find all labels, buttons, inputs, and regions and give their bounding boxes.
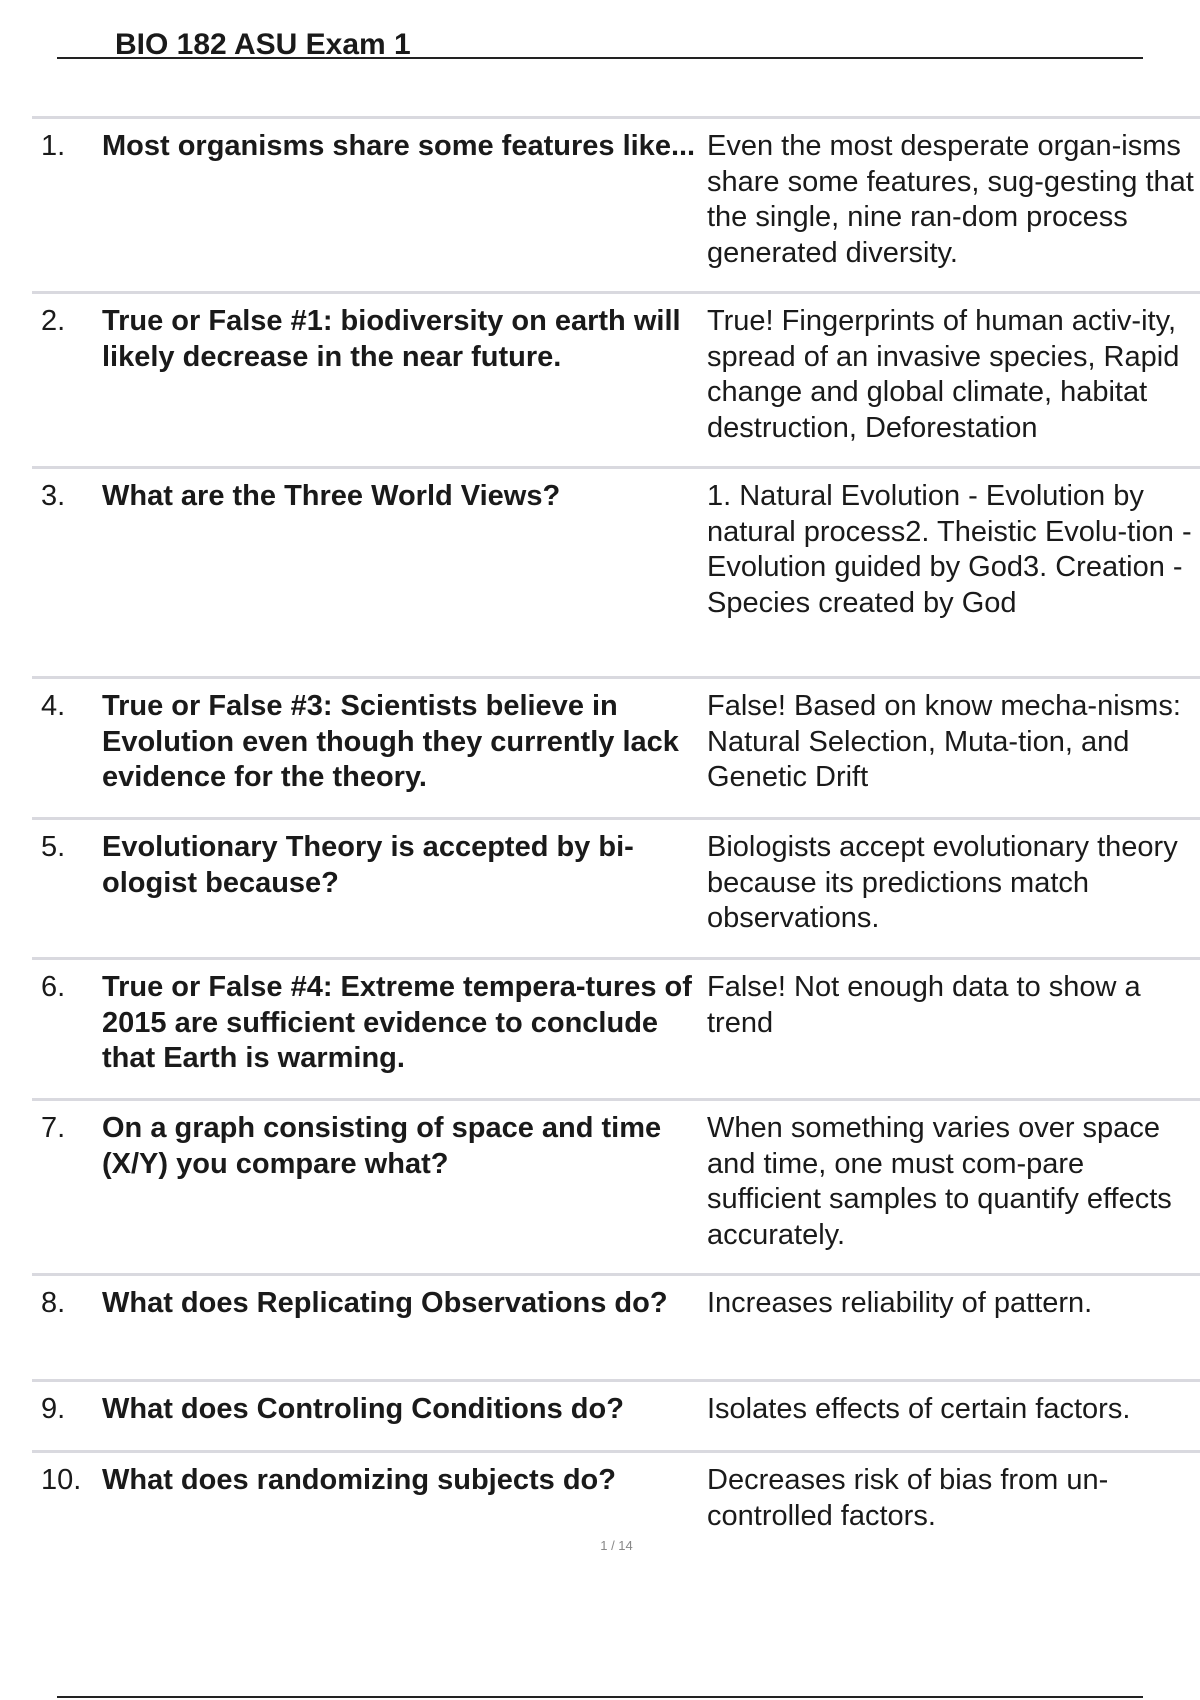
card-term: On a graph consisting of space and time (X/Y) you compare what? xyxy=(102,1112,662,1180)
flashcard-row xyxy=(32,1098,1200,1273)
card-term: Evolutionary Theory is accepted by bi-ologist because? xyxy=(102,831,634,899)
flashcard-row xyxy=(32,116,1200,291)
flashcard-row xyxy=(32,466,1200,676)
card-number: 5. xyxy=(41,831,66,863)
card-number: 3. xyxy=(41,480,66,512)
card-definition: True! Fingerprints of human activ-ity, spread of an invasive species, Rapid change and global climate, habitat destruction, Deforestation xyxy=(707,305,1180,444)
document-header xyxy=(57,22,1143,59)
card-term: True or False #3: Scientists believe in Evolution even though they currently lack evidence for the theory. xyxy=(102,690,679,793)
card-term: What does randomizing subjects do? xyxy=(102,1464,616,1496)
card-number: 4. xyxy=(41,690,66,722)
flashcard-row xyxy=(32,1450,1200,1543)
flashcard-row xyxy=(32,957,1200,1098)
card-term: Most organisms share some features like... xyxy=(102,130,696,162)
flashcard-row xyxy=(32,291,1200,466)
card-term: What are the Three World Views? xyxy=(102,480,561,512)
card-term: True or False #1: biodiversity on earth will likely decrease in the near future. xyxy=(102,305,681,373)
card-definition: Increases reliability of pattern. xyxy=(707,1287,1093,1319)
page-number: 1 / 14 xyxy=(600,1538,633,1553)
card-number: 1. xyxy=(41,130,66,162)
card-term: What does Controling Conditions do? xyxy=(102,1393,624,1425)
card-number: 2. xyxy=(41,305,66,337)
card-term: What does Replicating Observations do? xyxy=(102,1287,668,1319)
card-definition: When something varies over space and time, one must com-pare sufficient samples to quantify effects accurately. xyxy=(707,1112,1172,1251)
card-term: True or False #4: Extreme tempera-tures of 2015 are sufficient evidence to conclude that Earth is warming. xyxy=(102,971,692,1074)
card-definition: Biologists accept evolutionary theory because its predictions match observations. xyxy=(707,831,1178,934)
card-number: 8. xyxy=(41,1287,66,1319)
card-number: 7. xyxy=(41,1112,66,1144)
card-definition: Isolates effects of certain factors. xyxy=(707,1393,1131,1425)
card-number: 6. xyxy=(41,971,66,1003)
flashcard-list xyxy=(32,116,1200,1543)
card-number: 9. xyxy=(41,1393,66,1425)
card-definition: False! Based on know mecha-nisms: Natural Selection, Muta-tion, and Genetic Drift xyxy=(707,690,1181,793)
flashcard-row xyxy=(32,1379,1200,1450)
card-definition: 1. Natural Evolution - Evolution by natural process2. Theistic Evolu-tion - Evolution guided by God3. Creation - Species created by God xyxy=(707,480,1192,619)
document-title: BIO 182 ASU Exam 1 xyxy=(115,28,411,61)
flashcard-row xyxy=(32,1273,1200,1379)
card-definition: Even the most desperate organ-isms share some features, sug-gesting that the single, nine ran-dom process generated diversity. xyxy=(707,130,1194,269)
card-definition: Decreases risk of bias from un-controlled factors. xyxy=(707,1464,1109,1532)
card-number: 10. xyxy=(41,1464,82,1496)
flashcard-row xyxy=(32,817,1200,957)
card-definition: False! Not enough data to show a trend xyxy=(707,971,1141,1039)
flashcard-row xyxy=(32,676,1200,817)
footer-divider xyxy=(57,1696,1143,1698)
